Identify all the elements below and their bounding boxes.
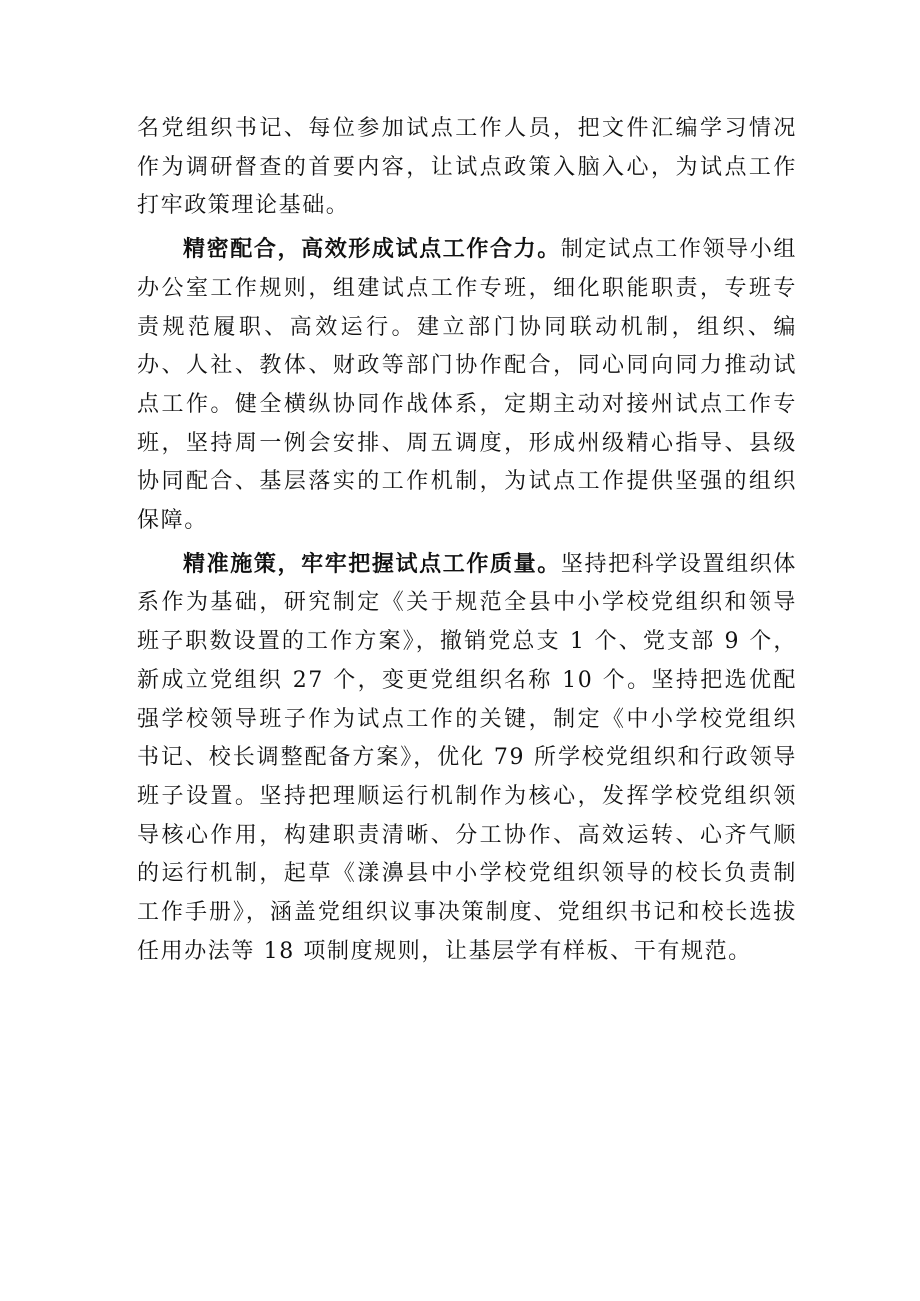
paragraph-policy	[137, 545, 797, 972]
paragraph-text: 坚持把科学设置组织体系作为基础，研究制定《关于规范全县中小学校党组织和领导班子职数设置的工作方案》，撤销党总支 1 个、党支部 9 个，新成立党组织 27 个，变更党组织名称 10 个。坚持把选优配强学校领导班子作为试点工作的关键，制定《中小学校党组织书记、校长调整配备方案》，优化 79 所学校党组织和行政领导班子设置。坚持把理顺运行机制作为核心，发挥学校党组织领导核心作用，构建职责清晰、分工协作、高效运转、心齐气顺的运行机制，起草《漾濞县中小学校党组织领导的校长负责制工作手册》，涵盖党组织议事决策制度、党组织书记和校长选拔任用办法等 18 项制度规则，让基层学有样板、干有规范。	[137, 551, 797, 964]
document-body	[137, 110, 797, 971]
paragraph-heading: 精密配合，高效形成试点工作合力。	[183, 236, 561, 263]
paragraph-text: 名党组织书记、每位参加试点工作人员，把文件汇编学习情况作为调研督查的首要内容，让试点政策入脑入心，为试点工作打牢政策理论基础。	[137, 116, 797, 219]
paragraph-text: 制定试点工作领导小组办公室工作规则，组建试点工作专班，细化职能职责，专班专责规范履职、高效运行。建立部门协同联动机制，组织、编办、人社、教体、财政等部门协作配合，同心同向同力推动试点工作。健全横纵协同作战体系，定期主动对接州试点工作专班，坚持周一例会安排、周五调度，形成州级精心指导、县级协同配合、基层落实的工作机制，为试点工作提供坚强的组织保障。	[137, 237, 797, 534]
paragraph-continuation	[137, 110, 797, 226]
paragraph-coordination	[137, 230, 797, 541]
paragraph-heading: 精准施策，牢牢把握试点工作质量。	[183, 550, 561, 577]
